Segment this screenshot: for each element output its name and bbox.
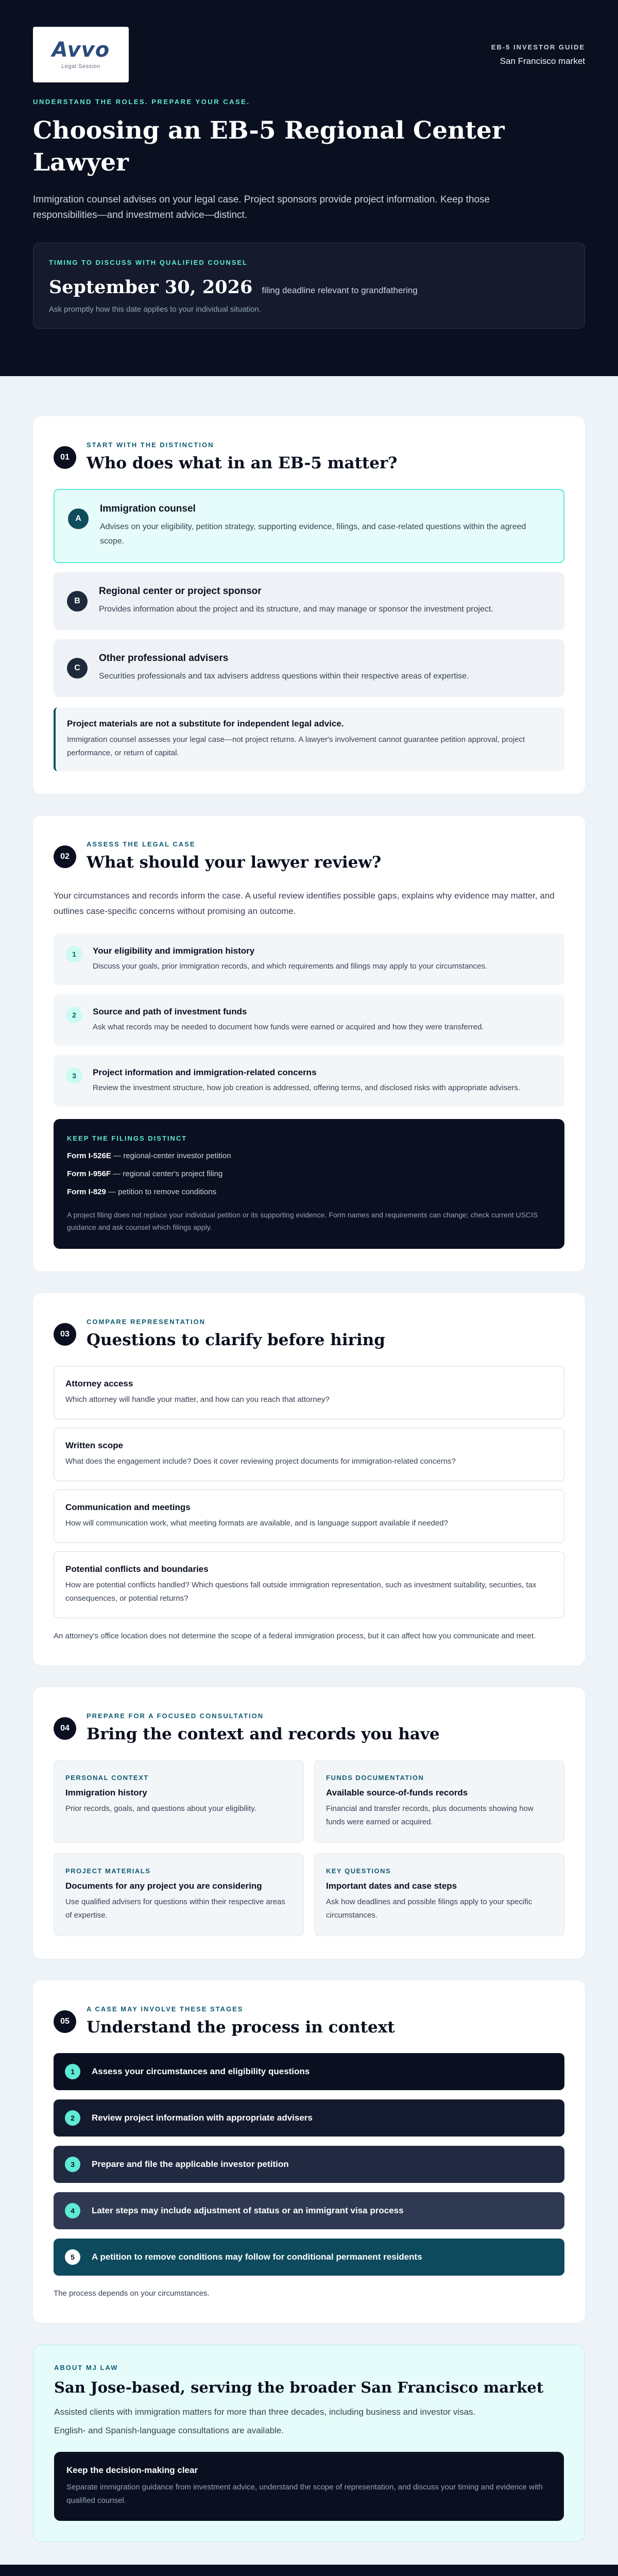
prep-tile: [314, 1760, 564, 1843]
about-callout: [54, 2452, 564, 2521]
tile-desc: Financial and transfer records, plus documents showing how funds were earned or acquired.: [326, 1804, 534, 1826]
section-title: Who does what in an EB-5 matter?: [87, 454, 398, 472]
question-title: Communication and meetings: [65, 1502, 191, 1512]
section-consultation: [33, 1687, 585, 1959]
section-title: Understand the process in context: [87, 2018, 395, 2037]
about-callout-desc: Separate immigration guidance from investment advice, understand the scope of representation, and discuss your timing and evidence with qualified counsel.: [66, 2483, 543, 2505]
about-paragraph: Assisted clients with immigration matters for more than three decades, including business and investor visas.: [54, 2407, 476, 2417]
step-number: 5: [65, 2249, 80, 2265]
section-number: 03: [54, 1323, 76, 1346]
about-callout-title: Keep the decision-making clear: [66, 2465, 198, 2475]
step-label: Later steps may include adjustment of status or an immigrant visa process: [92, 2206, 404, 2215]
section-note: The process depends on your circumstances.: [54, 2289, 210, 2298]
review-desc: Ask what records may be needed to document how funds were earned or acquired and how they were transferred.: [93, 1023, 484, 1031]
review-item: [54, 994, 564, 1046]
question-card: [54, 1428, 564, 1481]
question-title: Potential conflicts and boundaries: [65, 1564, 209, 1574]
question-desc: How will communication work, what meeting formats are available, and is language support available if needed?: [65, 1519, 448, 1528]
tile-desc: Ask how deadlines and possible filings apply to your specific circumstances.: [326, 1897, 533, 1920]
deadline-date: September 30, 2026: [49, 277, 253, 298]
section-title: What should your lawyer review?: [87, 853, 382, 872]
tile-title: Available source-of-funds records: [326, 1788, 468, 1798]
deadline-label: TIMING TO DISCUSS WITH QUALIFIED COUNSEL: [49, 259, 248, 266]
hero: [0, 0, 618, 376]
about-title: San Jose-based, serving the broader San Francisco market: [54, 2379, 544, 2396]
prep-tile: [314, 1853, 564, 1936]
filing-form: Form I-829: [67, 1188, 106, 1196]
section-questions: [33, 1293, 585, 1666]
section-kicker: START WITH THE DISTINCTION: [87, 441, 214, 449]
role-letter-badge: C: [67, 658, 88, 679]
step-number: 4: [65, 2203, 80, 2218]
deadline-card: [33, 243, 585, 329]
filing-item: [67, 1188, 551, 1196]
role-title: Other professional advisers: [99, 653, 229, 664]
step-label: Review project information with appropriate advisers: [92, 2113, 313, 2123]
review-number: 2: [66, 1007, 82, 1023]
role-title: Immigration counsel: [100, 503, 196, 514]
filing-desc: — petition to remove conditions: [106, 1188, 217, 1196]
prep-tile: [54, 1760, 304, 1843]
question-title: Written scope: [65, 1440, 124, 1450]
hero-meta: [491, 27, 585, 66]
section-kicker: PREPARE FOR A FOCUSED CONSULTATION: [87, 1712, 264, 1720]
section-review: [33, 816, 585, 1272]
section-number: 02: [54, 845, 76, 868]
brand-logo[interactable]: [33, 27, 129, 82]
filing-desc: — regional center's project filing: [111, 1170, 223, 1178]
step-label: A petition to remove conditions may follow for conditional permanent residents: [92, 2252, 422, 2262]
question-desc: Which attorney will handle your matter, and how can you reach that attorney?: [65, 1395, 330, 1404]
review-item: [54, 1055, 564, 1107]
guide-label: EB-5 INVESTOR GUIDE: [491, 43, 585, 51]
section-number: 01: [54, 446, 76, 469]
deadline-sub: Ask promptly how this date applies to your individual situation.: [49, 305, 261, 314]
question-desc: What does the engagement include? Does it cover reviewing project documents for immigration-related concerns?: [65, 1457, 456, 1466]
role-card: [54, 639, 564, 697]
process-step: [54, 2146, 564, 2183]
review-title: Project information and immigration-related concerns: [93, 1067, 317, 1077]
section-kicker: ASSESS THE LEGAL CASE: [87, 840, 196, 848]
disclaimer-callout: [54, 707, 564, 771]
callout-desc: Immigration counsel assesses your legal case—not project returns. A lawyer's involvement cannot guarantee petition approval, project performance, or return of capital.: [67, 735, 525, 757]
section-number: 05: [54, 2010, 76, 2033]
question-desc: How are potential conflicts handled? Which questions fall outside immigration representation, such as investment suitability, securities, tax consequences, or potential returns?: [65, 1581, 537, 1603]
role-card: [54, 572, 564, 630]
tile-desc: Prior records, goals, and questions about your eligibility.: [65, 1804, 256, 1813]
tile-kicker: KEY QUESTIONS: [326, 1867, 391, 1875]
filing-item: [67, 1170, 551, 1178]
question-card: [54, 1551, 564, 1618]
step-number: 3: [65, 2157, 80, 2172]
review-item: [54, 934, 564, 985]
review-number: 3: [66, 1067, 82, 1084]
role-desc: Advises on your eligibility, petition strategy, supporting evidence, filings, and case-related questions within the agreed scope.: [100, 522, 526, 546]
tile-kicker: FUNDS DOCUMENTATION: [326, 1774, 424, 1782]
review-title: Source and path of investment funds: [93, 1007, 247, 1016]
section-kicker: A CASE MAY INVOLVE THESE STAGES: [87, 2005, 244, 2013]
question-card: [54, 1366, 564, 1419]
process-step: [54, 2239, 564, 2276]
review-desc: Review the investment structure, how job creation is addressed, offering terms, and disclosed risks with appropriate advisers.: [93, 1083, 521, 1092]
filing-form: Form I-526E: [67, 1151, 111, 1160]
step-label: Prepare and file the applicable investor petition: [92, 2159, 289, 2169]
about-kicker: ABOUT MJ LAW: [54, 2364, 118, 2371]
role-letter-badge: A: [68, 509, 89, 529]
section-title: Questions to clarify before hiring: [87, 1331, 385, 1349]
role-desc: Securities professionals and tax advisers address questions within their respective areas of expertise.: [99, 672, 469, 681]
page-title: Choosing an EB-5 Regional Center Lawyer: [33, 116, 505, 177]
process-step: [54, 2099, 564, 2137]
hero-lead: Immigration counsel advises on your legal case. Project sponsors provide project information. Keep those responsibilities—and investment advice—distinct.: [33, 194, 490, 221]
filing-form: Form I-956F: [67, 1170, 111, 1178]
about-section: [33, 2345, 585, 2542]
step-number: 2: [65, 2110, 80, 2126]
process-step: [54, 2192, 564, 2229]
tile-kicker: PROJECT MATERIALS: [65, 1867, 151, 1875]
review-number: 1: [66, 946, 82, 962]
footer: [0, 2565, 618, 2576]
section-process: [33, 1980, 585, 2323]
deadline-note: filing deadline relevant to grandfathering: [262, 285, 418, 295]
prep-tile: [54, 1853, 304, 1936]
filing-desc: — regional-center investor petition: [111, 1151, 231, 1160]
section-note: An attorney's office location does not determine the scope of a federal immigration process, but it can affect how you communicate and meet.: [54, 1632, 536, 1640]
callout-title: Project materials are not a substitute for independent legal advice.: [67, 719, 344, 728]
section-intro: Your circumstances and records inform the case. A useful review identifies possible gaps, explains why evidence may matter, and outlines case-specific concerns without promising an outcome.: [54, 891, 555, 916]
section-roles: [33, 416, 585, 794]
logo-wordmark: Avvo: [52, 38, 110, 62]
review-desc: Discuss your goals, prior immigration records, and which requirements and filings may apply to your circumstances.: [93, 962, 488, 971]
tile-kicker: PERSONAL CONTEXT: [65, 1774, 149, 1782]
hero-eyebrow: UNDERSTAND THE ROLES. PREPARE YOUR CASE.: [33, 98, 250, 106]
role-card: [54, 489, 564, 563]
question-card: [54, 1489, 564, 1543]
main-content: [0, 376, 618, 2542]
process-step: [54, 2053, 564, 2090]
tile-title: Documents for any project you are considering: [65, 1881, 262, 1891]
step-number: 1: [65, 2064, 80, 2079]
logo-subtitle: Legal Session: [61, 63, 100, 70]
section-kicker: COMPARE REPRESENTATION: [87, 1318, 206, 1326]
review-title: Your eligibility and immigration history: [93, 946, 255, 956]
tile-title: Important dates and case steps: [326, 1881, 457, 1891]
role-title: Regional center or project sponsor: [99, 586, 262, 597]
market-label: San Francisco market: [500, 56, 585, 66]
question-title: Attorney access: [65, 1379, 133, 1388]
filings-box: [54, 1119, 564, 1249]
section-number: 04: [54, 1717, 76, 1740]
tile-title: Immigration history: [65, 1788, 147, 1798]
filings-footnote: A project filing does not replace your individual petition or its supporting evidence. Form names and requirements can change; check current USCIS guidance and ask counsel which filings apply.: [67, 1211, 538, 1231]
tile-desc: Use qualified advisers for questions within their respective areas of expertise.: [65, 1897, 285, 1920]
section-title: Bring the context and records you have: [87, 1725, 440, 1743]
role-desc: Provides information about the project and its structure, and may manage or sponsor the investment project.: [99, 605, 493, 614]
filings-label: KEEP THE FILINGS DISTINCT: [67, 1134, 187, 1142]
filing-item: [67, 1151, 551, 1160]
role-letter-badge: B: [67, 591, 88, 612]
step-label: Assess your circumstances and eligibility questions: [92, 2066, 310, 2076]
about-paragraph: English- and Spanish-language consultations are available.: [54, 2426, 284, 2435]
